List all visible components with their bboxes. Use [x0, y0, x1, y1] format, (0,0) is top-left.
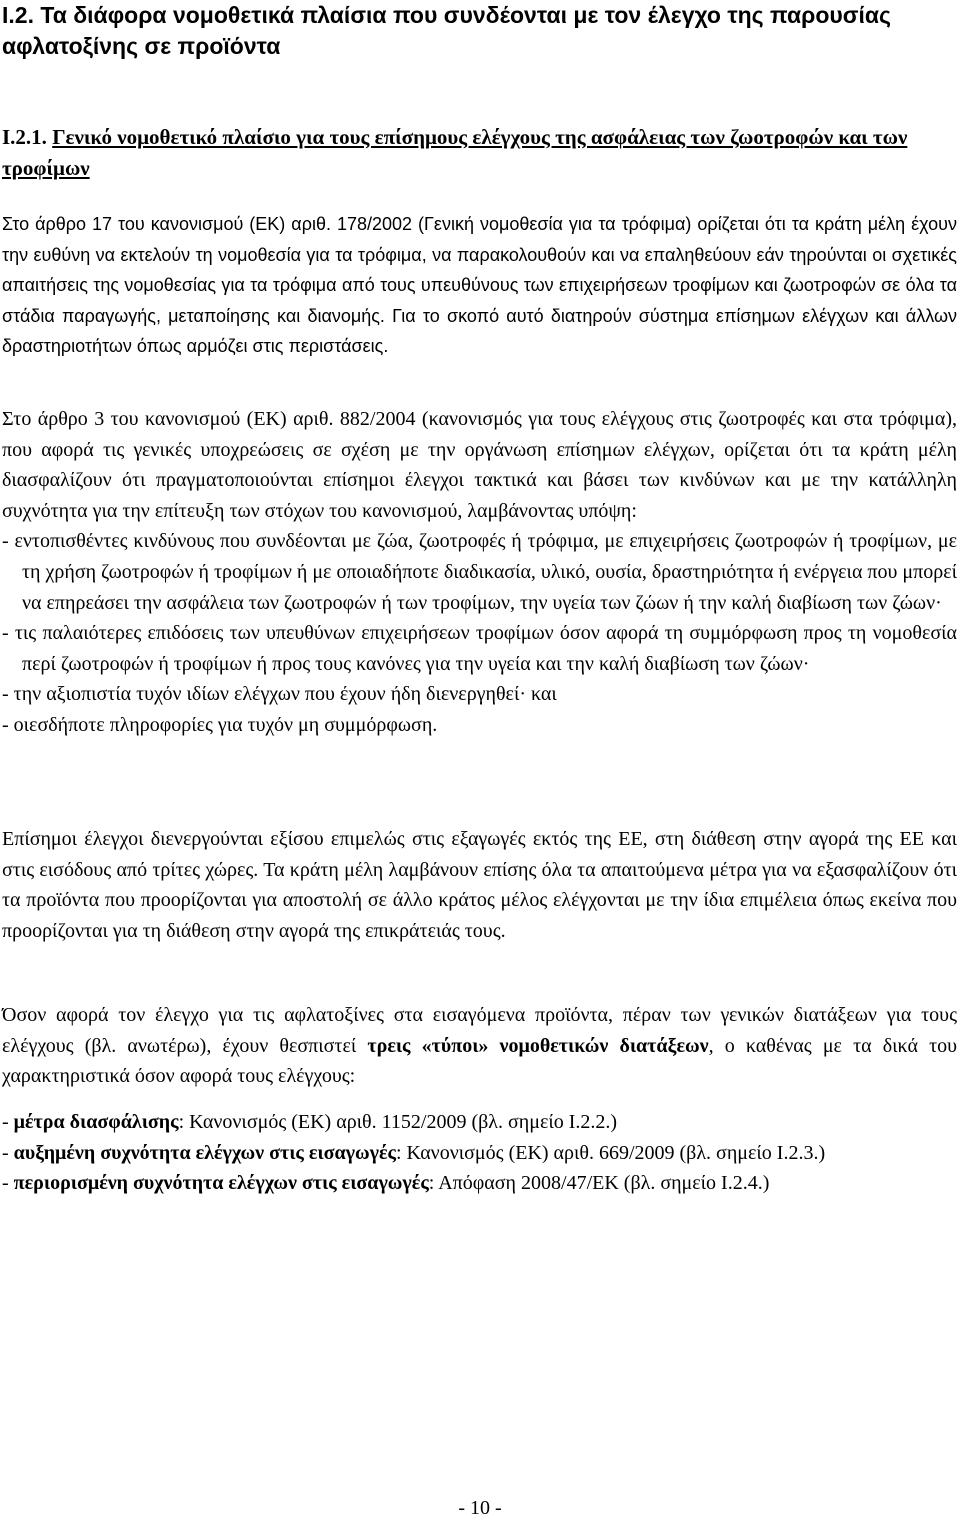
paragraph-4-start: Όσον αφορά τον έλεγχο για τις αφλατοξίνες στα εισαγόμενα προϊόντα, πέραν των γενικών διατάξεων για τους ελέγχους (βλ. ανωτέρω), έχουν θεσπιστεί — [2, 1004, 957, 1057]
paragraph-aflatoxin-controls — [2, 1000, 957, 1092]
list-item-consideration: - εντοπισθέντες κινδύνους που συνδέονται με ζώα, ζωοτροφές ή τρόφιμα, με επιχειρήσεις ζωοτροφών ή τροφίμων, με τη χρήση ζωοτροφών ή τροφίμων ή με οποιαδήποτε διαδικασία, υλικό, ουσία, δραστηριότητα ή ενέργεια που μπορεί να επηρεάσει την ασφάλεια των ζωοτροφών ή των τροφίμων, την υγεία των ζώων ή την καλή διαβίωση των ζώων· — [2, 530, 957, 614]
subsection-number: I.2.1. — [2, 125, 47, 149]
subsection-heading — [2, 122, 952, 184]
list-item-text: : Απόφαση 2008/47/ΕΚ (βλ. σημείο I.2.4.) — [428, 1172, 770, 1195]
list-item-legislative-type — [2, 1138, 957, 1169]
list-dash: - — [2, 1111, 14, 1133]
list-item-text: : Κανονισμός (ΕΚ) αριθ. 1152/2009 (βλ. σημείο I.2.2.) — [178, 1111, 618, 1133]
page-number: - 10 - — [458, 1497, 502, 1519]
section-heading: I.2. Τα διάφορα νομοθετικά πλαίσια που συνδέονται με τον έλεγχο της παρουσίας αφλατοξίνης σε προϊόντα — [2, 2, 892, 59]
list-item-label: αυξημένη συχνότητα ελέγχων στις εισαγωγές — [13, 1141, 396, 1164]
paragraph-official-controls — [2, 824, 957, 946]
paragraph-1: Στο άρθρο 17 του κανονισμού (ΕΚ) αριθ. 178/2002 (Γενική νομοθεσία για τα τρόφιμα) ορίζεται ότι τα κράτη μέλη έχουν την ευθύνη να εκτελούν τη νομοθεσία για τα τρόφιμα, να παρακολουθούν και να επαληθεύουν εάν τηρούνται οι σχετικές απαιτήσεις της νομοθεσίας για τα τρόφιμα από τους υπευθύνους των επιχειρήσεων τροφίμων και ζωοτροφών σε όλα τα στάδια παραγωγής, μεταποίησης και διανομής. Για το σκοπό αυτό διατηρούν σύστημα επίσημων ελέγχων και άλλων δραστηριοτήτων όπως αρμόζει στις περιστάσεις. — [2, 214, 957, 357]
paragraph-article-17 — [2, 209, 957, 362]
legislative-types-list — [2, 1107, 957, 1199]
list-item-consideration: - την αξιοπιστία τυχόν ιδίων ελέγχων που έχουν ήδη διενεργηθεί· και — [2, 683, 557, 706]
paragraph-3: Επίσημοι έλεγχοι διενεργούνται εξίσου επιμελώς στις εξαγωγές εκτός της ΕΕ, στη διάθεση στην αγορά της ΕΕ και στις εισόδους από τρίτες χώρες. Τα κράτη μέλη λαμβάνουν επίσης όλα τα απαιτούμενα μέτρα για να εξασφαλίζουν ότι τα προϊόντα που προορίζονται για αποστολή σε άλλο κράτος μέλος ελέγχονται με την ίδια επιμέλεια όπως εκείνα που προορίζονται για τη διάθεση στην αγορά της επικράτειάς τους. — [2, 828, 957, 942]
list-item-legislative-type — [2, 1168, 957, 1199]
subsection-title: Γενικό νομοθετικό πλαίσιο για τους επίσημους ελέγχους της ασφάλειας των ζωοτροφών και των τροφίμων — [2, 125, 908, 180]
list-dash: - — [2, 1141, 14, 1164]
list-dash: - — [2, 1172, 14, 1195]
list-item-consideration: - οιεσδήποτε πληροφορίες για τυχόν μη συμμόρφωση. — [2, 713, 438, 736]
list-item-label: περιορισμένη συχνότητα ελέγχων στις εισαγωγές — [13, 1172, 429, 1195]
paragraph-4-end: , ο καθένας με τα δικά του χαρακτηριστικά όσον αφορά τους ελέγχους: — [2, 1034, 958, 1088]
list-item-text: : Κανονισμός (ΕΚ) αριθ. 669/2009 (βλ. σημείο I.2.3.) — [395, 1141, 826, 1164]
list-item-consideration: - τις παλαιότερες επιδόσεις των υπευθύνων επιχειρήσεων τροφίμων όσον αφορά τη συμμόρφωση προς τη νομοθεσία περί ζωοτροφών ή τροφίμων ή προς τους κανόνες για την υγεία και την καλή διαβίωση των ζώων· — [2, 622, 957, 675]
list-item-legislative-type — [2, 1107, 957, 1138]
paragraph-article-3 — [2, 404, 957, 741]
paragraph-4-bold: τρεις «τύποι» νομοθετικών διατάξεων — [367, 1034, 709, 1057]
paragraph-4 — [2, 1000, 957, 1092]
paragraph-2: Στο άρθρο 3 του κανονισμού (ΕΚ) αριθ. 882/2004 (κανονισμός για τους ελέγχους στις ζωοτροφές και στα τρόφιμα), που αφορά τις γενικές υποχρεώσεις σε σχέση με την οργάνωση επίσημων ελέγχων, ορίζεται ότι τα κράτη μέλη διασφαλίζουν ότι πραγματοποιούνται επίσημοι έλεγχοι τακτικά και βάσει των κινδύνων και με την κατάλληλη συχνότητα για την επίτευξη των στόχων του κανονισμού, λαμβάνοντας υπόψη: — [2, 408, 957, 522]
list-item-label: μέτρα διασφάλισης — [13, 1111, 179, 1133]
